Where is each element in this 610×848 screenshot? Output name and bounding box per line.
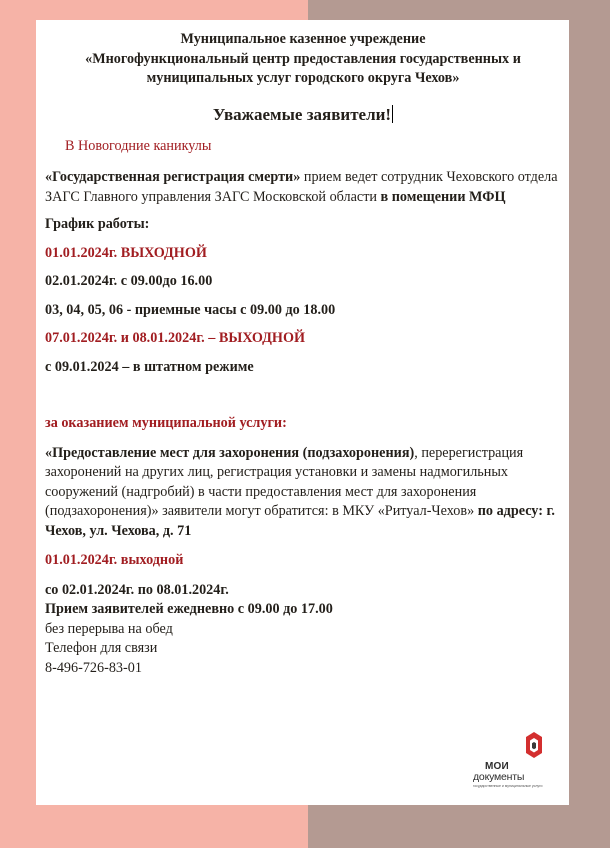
schedule-row-2: 02.01.2024г. с 09.00до 16.00	[45, 273, 213, 289]
ritual-hours: Прием заявителей ежедневно с 09.00 до 17.00	[45, 601, 333, 617]
greeting-heading	[45, 105, 561, 125]
ritual-address: по адресу: г. Чехов, ул. Чехова, д. 71	[45, 503, 555, 539]
zags-service-name: «Государственная регистрация смерти»	[45, 169, 301, 185]
logo-emblem-icon	[525, 731, 543, 759]
phone-label: Телефон для связи	[45, 640, 158, 656]
schedule-row-4: 07.01.2024г. и 08.01.2024г. – ВЫХОДНОЙ	[45, 330, 306, 346]
text-cursor	[392, 105, 393, 123]
service-heading: за оказанием муниципальной услуги:	[45, 415, 287, 431]
schedule-row-3: 03, 04, 05, 06 - приемные часы с 09.00 до 18.00	[45, 301, 336, 318]
zags-location: в помещении МФЦ	[380, 188, 506, 205]
zags-text: прием ведет сотрудник Чеховского отдела ЗАГС Главного управления ЗАГС Московской области	[45, 169, 558, 205]
ritual-text: , перерегистрация захоронений на других лиц, регистрация установки и замены надмогильных сооружений (надгробий) в части предоставления мест для захоронения (подзахоронения)» заявители могут обратится: в МКУ «Ритуал-Чехов»	[45, 444, 524, 519]
header-line-2: «Многофункциональный центр предоставления государственных и	[85, 50, 521, 67]
schedule-row-5: с 09.01.2024 – в штатном режиме	[45, 358, 254, 375]
logo-word-2: документы	[473, 771, 525, 783]
ritual-day-off: 01.01.2024г. выходной	[45, 552, 184, 568]
logo-subtitle: государственные и муниципальные услуги	[473, 784, 543, 788]
ritual-period: со 02.01.2024г. по 08.01.2024г.	[45, 581, 229, 598]
holiday-intro: В Новогодние каникулы	[65, 137, 212, 154]
moi-dokumenty-logo	[473, 731, 543, 793]
zags-paragraph	[45, 168, 561, 207]
institution-header	[45, 30, 561, 89]
header-line-1: Муниципальное казенное учреждение	[180, 31, 426, 47]
schedule-title: График работы:	[45, 216, 150, 232]
ritual-paragraph	[45, 444, 561, 542]
phone-number: 8-496-726-83-01	[45, 659, 142, 676]
greeting-text: Уважаемые заявители!	[212, 104, 392, 124]
no-break-note: без перерыва на обед	[45, 620, 173, 637]
logo-word-1: МОИ	[485, 761, 509, 772]
header-line-3: муниципальных услуг городского округа Чехов»	[146, 70, 460, 86]
announcement-page	[36, 20, 569, 805]
schedule-row-1: 01.01.2024г. ВЫХОДНОЙ	[45, 244, 207, 261]
ritual-service-name: «Предоставление мест для захоронения (подзахоронения)	[45, 444, 415, 461]
